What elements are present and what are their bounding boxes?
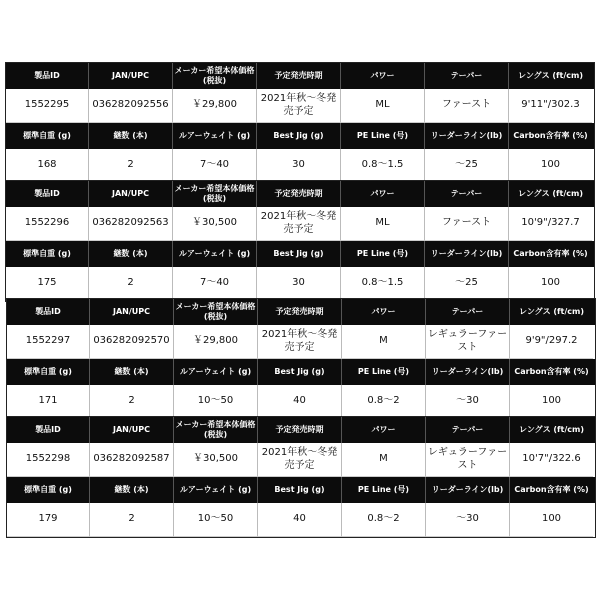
header-pe: PE Line (号)	[342, 359, 426, 385]
value-pieces: 2	[90, 385, 174, 419]
spec-header-row	[6, 123, 594, 149]
value-power: M	[342, 325, 426, 359]
value-length: 10'9"/327.7	[509, 207, 592, 241]
value-taper: ファースト	[425, 89, 509, 123]
value-length: 10'7"/322.6	[510, 443, 593, 477]
value-pe: 0.8～1.5	[341, 149, 425, 183]
header-price: メーカー希望本体価格 (税抜)	[174, 299, 258, 325]
value-jig: 30	[257, 267, 341, 301]
header-power: パワー	[342, 299, 426, 325]
header-leader: リーダーライン(lb)	[425, 241, 509, 267]
spec-value-row	[6, 207, 594, 241]
value-jig: 30	[257, 149, 341, 183]
header-lure: ルアーウェイト (g)	[174, 359, 258, 385]
spec-header-row	[6, 63, 594, 89]
value-jan: 036282092556	[89, 89, 173, 123]
value-pe: 0.8～1.5	[341, 267, 425, 301]
value-jig: 40	[258, 503, 342, 537]
value-taper: ファースト	[425, 207, 509, 241]
header-jan: JAN/UPC	[90, 299, 174, 325]
header-jan: JAN/UPC	[90, 417, 174, 443]
value-pe: 0.8～2	[342, 503, 426, 537]
value-carbon: 100	[509, 267, 592, 301]
header-leader: リーダーライン(lb)	[426, 477, 510, 503]
header-lure: ルアーウェイト (g)	[174, 477, 258, 503]
value-leader: ～25	[425, 149, 509, 183]
header-product-id: 製品ID	[7, 299, 90, 325]
value-weight: 171	[7, 385, 90, 419]
value-leader: ～30	[426, 503, 510, 537]
header-pe: PE Line (号)	[342, 477, 426, 503]
value-release: 2021年秋～冬発 売予定	[257, 207, 341, 241]
header-pieces: 継数 (本)	[90, 359, 174, 385]
value-leader: ～25	[425, 267, 509, 301]
header-pe: PE Line (号)	[341, 241, 425, 267]
product-spec-block	[6, 298, 596, 420]
header-carbon: Carbon含有率 (%)	[513, 131, 588, 140]
value-carbon: 100	[510, 385, 593, 419]
value-taper: レギュラーファー スト	[426, 443, 510, 477]
header-jan: JAN/UPC	[89, 181, 173, 207]
header-jig: Best Jig (g)	[258, 477, 342, 503]
value-pieces: 2	[90, 503, 174, 537]
value-pe: 0.8～2	[342, 385, 426, 419]
spec-value-row	[7, 325, 595, 359]
value-lure: 10～50	[174, 385, 258, 419]
header-pe: PE Line (号)	[341, 123, 425, 149]
header-lure: ルアーウェイト (g)	[173, 123, 257, 149]
value-price: ￥29,800	[173, 89, 257, 123]
header-jig: Best Jig (g)	[258, 359, 342, 385]
header-length: レングス (ft/cm)	[519, 425, 584, 434]
value-jan: 036282092563	[89, 207, 173, 241]
header-taper: テーパー	[426, 417, 510, 443]
value-release: 2021年秋～冬発 売予定	[258, 443, 342, 477]
value-power: M	[342, 443, 426, 477]
value-release: 2021年秋～冬発 売予定	[258, 325, 342, 359]
value-id: 1552297	[7, 325, 90, 359]
value-weight: 168	[6, 149, 89, 183]
value-jan: 036282092587	[90, 443, 174, 477]
header-power: パワー	[341, 63, 425, 89]
value-id: 1552296	[6, 207, 89, 241]
header-price: メーカー希望本体価格 (税抜)	[173, 181, 257, 207]
spec-header-row	[6, 241, 594, 267]
value-leader: ～30	[426, 385, 510, 419]
value-release: 2021年秋～冬発 売予定	[257, 89, 341, 123]
header-jig: Best Jig (g)	[257, 123, 341, 149]
header-release: 予定発売時期	[258, 299, 342, 325]
header-length: レングス (ft/cm)	[518, 189, 583, 198]
value-lure: 10～50	[174, 503, 258, 537]
header-release: 予定発売時期	[257, 181, 341, 207]
header-taper: テーパー	[425, 63, 509, 89]
header-weight: 標準自重 (g)	[7, 477, 90, 503]
value-jan: 036282092570	[90, 325, 174, 359]
spec-header-row	[7, 417, 595, 443]
spec-value-row	[6, 267, 594, 301]
header-product-id: 製品ID	[7, 417, 90, 443]
value-lure: 7～40	[173, 267, 257, 301]
header-jig: Best Jig (g)	[257, 241, 341, 267]
value-price: ￥30,500	[174, 443, 258, 477]
header-price: メーカー希望本体価格 (税抜)	[173, 63, 257, 89]
spec-value-row	[7, 385, 595, 419]
header-power: パワー	[341, 181, 425, 207]
value-id: 1552295	[6, 89, 89, 123]
value-price: ￥29,800	[174, 325, 258, 359]
header-pieces: 継数 (本)	[89, 241, 173, 267]
header-carbon: Carbon含有率 (%)	[513, 249, 588, 258]
value-weight: 175	[6, 267, 89, 301]
spec-header-row	[7, 299, 595, 325]
value-pieces: 2	[89, 267, 173, 301]
header-price: メーカー希望本体価格 (税抜)	[174, 417, 258, 443]
header-length: レングス (ft/cm)	[518, 71, 583, 80]
header-weight: 標準自重 (g)	[7, 359, 90, 385]
value-lure: 7～40	[173, 149, 257, 183]
spec-value-row	[7, 503, 595, 537]
header-pieces: 継数 (本)	[89, 123, 173, 149]
product-spec-block	[5, 62, 595, 184]
header-taper: テーパー	[425, 181, 509, 207]
value-carbon: 100	[509, 149, 592, 183]
value-id: 1552298	[7, 443, 90, 477]
header-weight: 標準自重 (g)	[6, 241, 89, 267]
header-product-id: 製品ID	[6, 181, 89, 207]
product-spec-block	[6, 416, 596, 538]
value-price: ￥30,500	[173, 207, 257, 241]
value-jig: 40	[258, 385, 342, 419]
header-pieces: 継数 (本)	[90, 477, 174, 503]
spec-header-row	[6, 181, 594, 207]
header-length: レングス (ft/cm)	[519, 307, 584, 316]
value-carbon: 100	[510, 503, 593, 537]
header-weight: 標準自重 (g)	[6, 123, 89, 149]
header-power: パワー	[342, 417, 426, 443]
header-taper: テーパー	[426, 299, 510, 325]
header-jan: JAN/UPC	[89, 63, 173, 89]
header-release: 予定発売時期	[258, 417, 342, 443]
header-product-id: 製品ID	[6, 63, 89, 89]
spec-header-row	[7, 477, 595, 503]
value-power: ML	[341, 89, 425, 123]
product-spec-block	[5, 180, 595, 302]
header-leader: リーダーライン(lb)	[425, 123, 509, 149]
spec-header-row	[7, 359, 595, 385]
value-power: ML	[341, 207, 425, 241]
header-carbon: Carbon含有率 (%)	[514, 367, 589, 376]
value-taper: レギュラーファー スト	[426, 325, 510, 359]
header-leader: リーダーライン(lb)	[426, 359, 510, 385]
spec-value-row	[6, 149, 594, 183]
value-pieces: 2	[89, 149, 173, 183]
value-weight: 179	[7, 503, 90, 537]
value-length: 9'11"/302.3	[509, 89, 592, 123]
header-carbon: Carbon含有率 (%)	[514, 485, 589, 494]
header-lure: ルアーウェイト (g)	[173, 241, 257, 267]
value-length: 9'9"/297.2	[510, 325, 593, 359]
spec-value-row	[6, 89, 594, 123]
spec-value-row	[7, 443, 595, 477]
header-release: 予定発売時期	[257, 63, 341, 89]
